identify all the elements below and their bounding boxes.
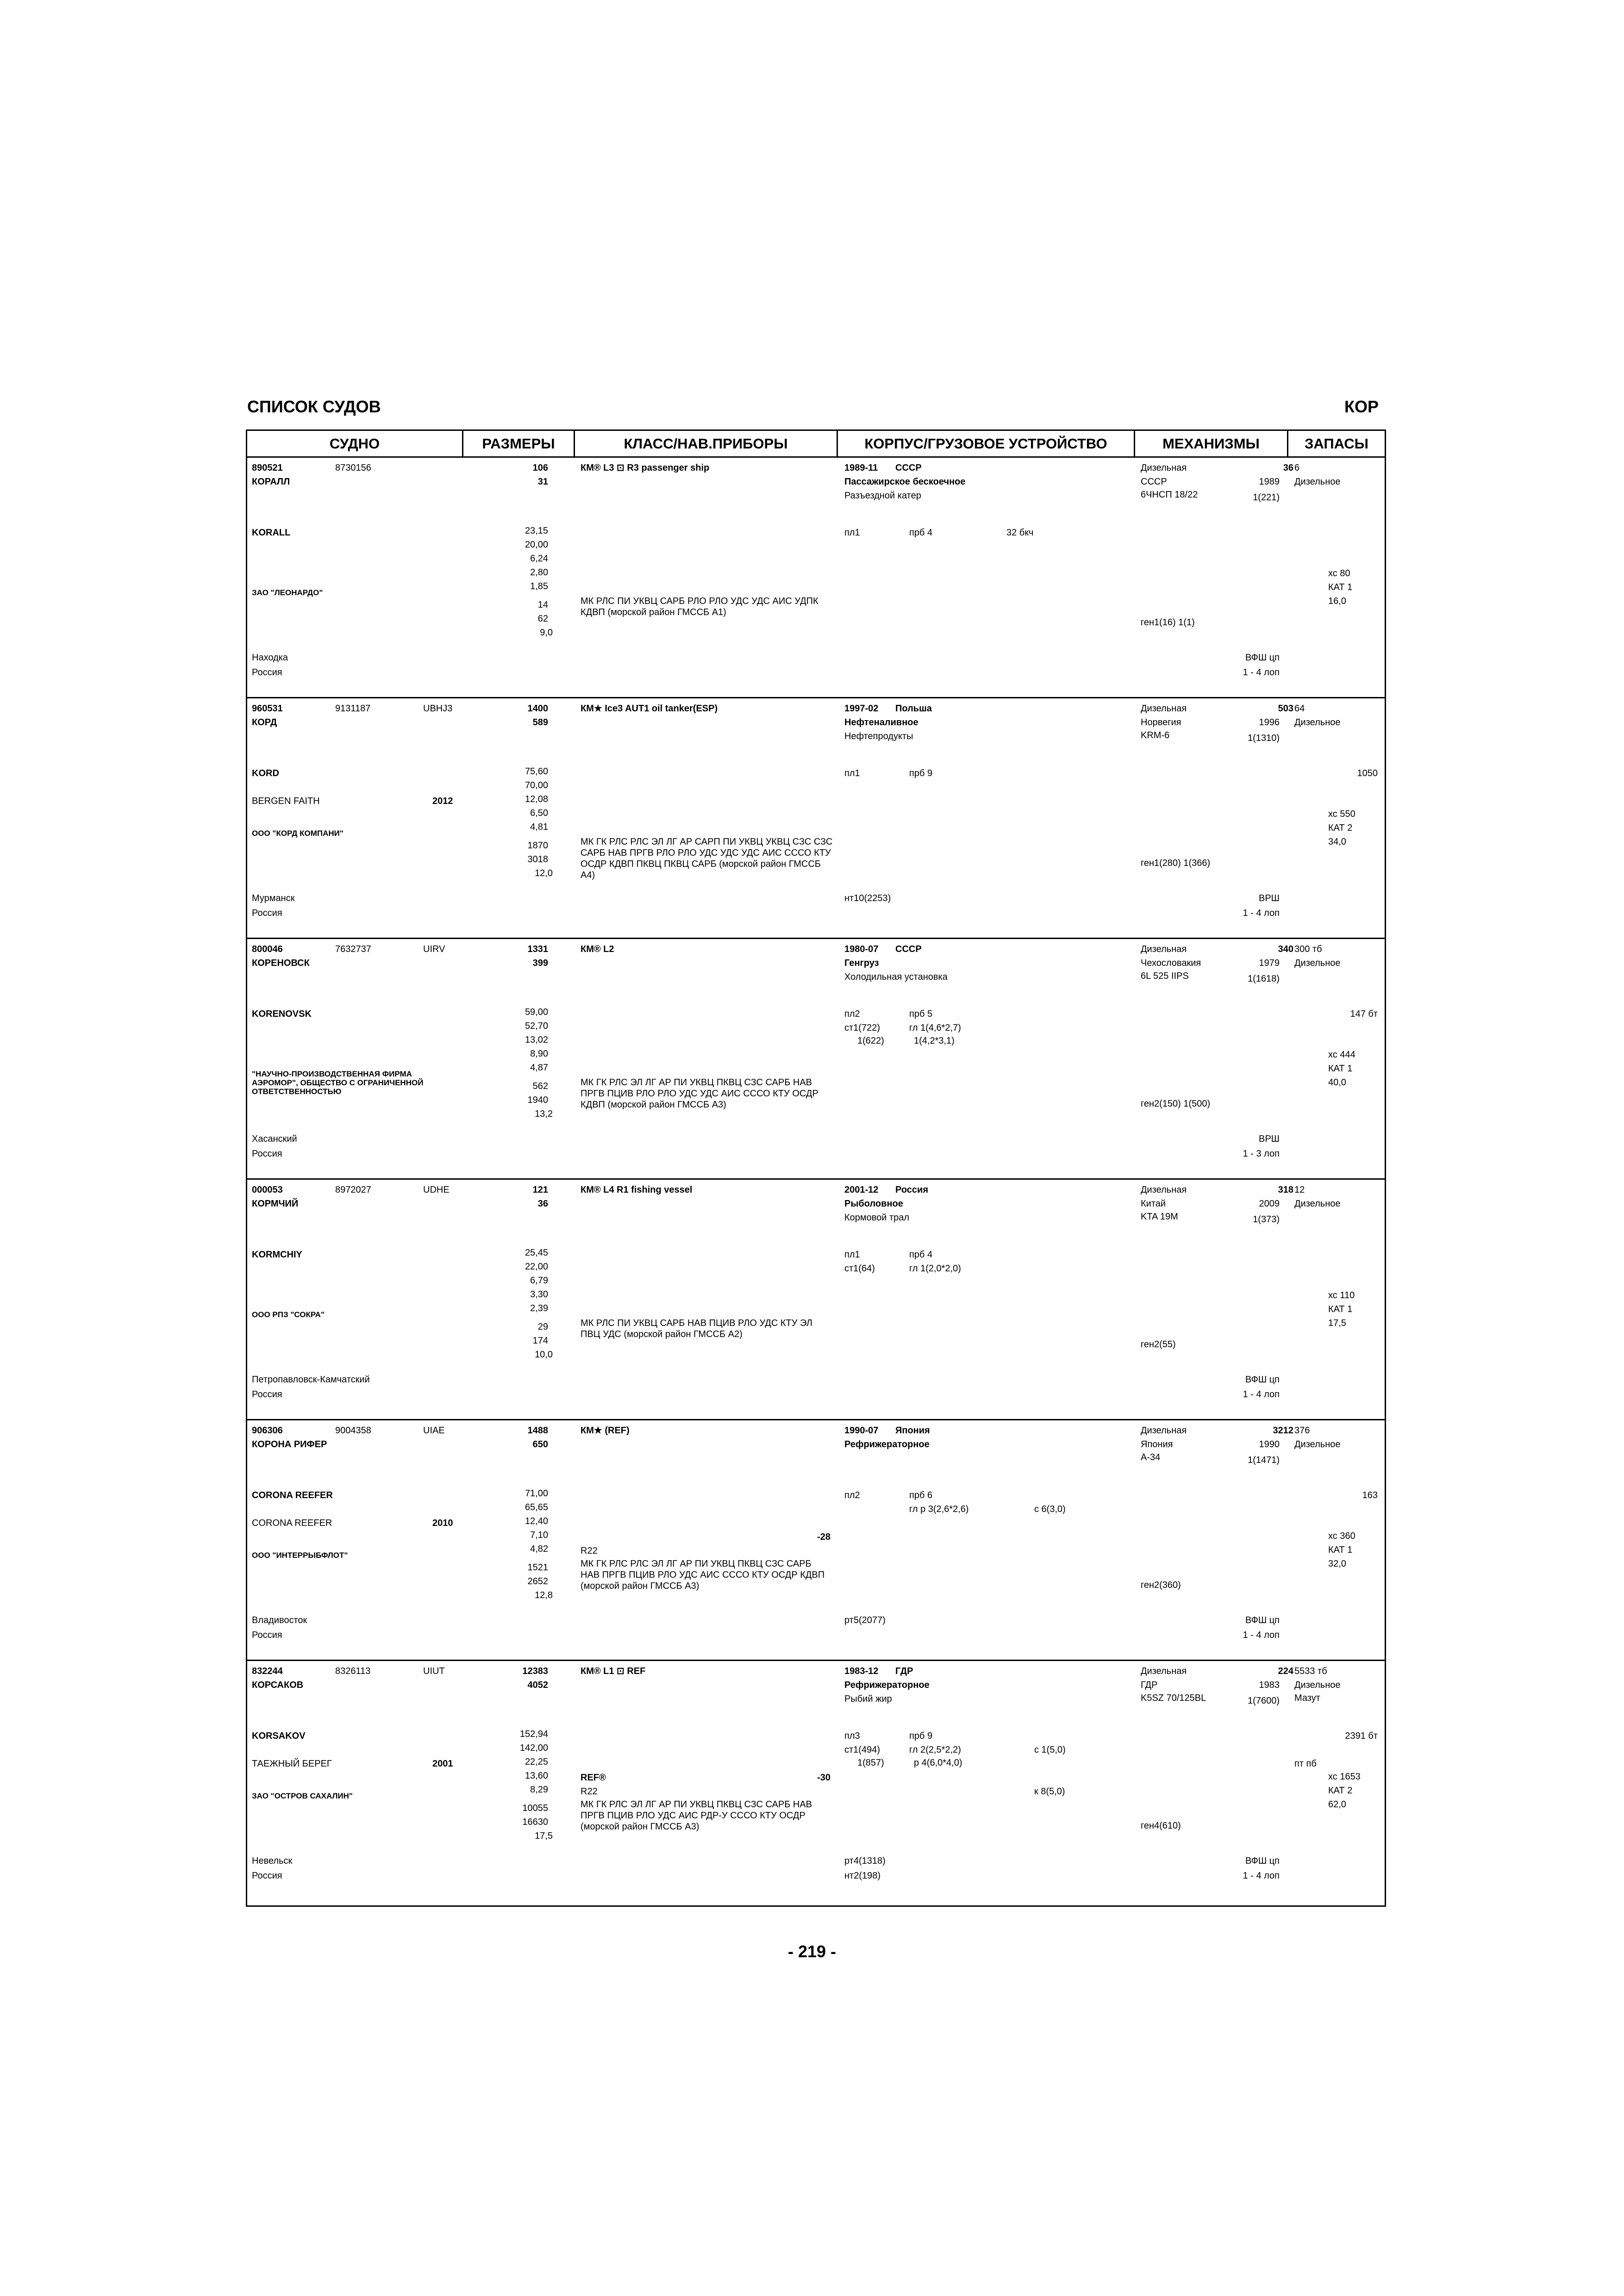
dimension-value: 13,02: [525, 1035, 548, 1045]
ship-country: Россия: [252, 1149, 282, 1159]
class-notation: КМ® L2: [581, 944, 614, 954]
propeller-type: ВФШ цп: [1245, 1615, 1280, 1625]
hull-number: 224: [1278, 1666, 1293, 1676]
class-notation: КМ★ Ice3 AUT1 oil tanker(ESP): [581, 703, 718, 714]
hull-number: 340: [1278, 944, 1293, 954]
dimension-value: 4,87: [530, 1063, 548, 1073]
col-header-vessel: СУДНО: [247, 431, 462, 458]
build-date: 2001-12: [844, 1185, 879, 1195]
refrigerant: R22: [581, 1546, 598, 1556]
ship-type: Генгруз: [844, 958, 879, 968]
speed-value: 13,2: [535, 1109, 553, 1119]
dimension-value: 13,60: [525, 1771, 548, 1781]
ship-former-name-year: 2001: [432, 1759, 453, 1769]
navigation-equipment: МК ГК РЛС РЛС ЭЛ ЛГ АР САРП ПИ УКВЦ УКВЦ СЗС СЗС САРБ НАВ ПРГВ РЛО РЛО УДС УДС УДС АИС СССО КТУ ОСДР КДВП ПКВЦ ПКВЦ САРБ (морской район ГМССБ А4): [581, 837, 833, 880]
category: КАТ 2: [1328, 1786, 1353, 1796]
ship-owner: ООО "КОРД КОМПАНИ": [252, 829, 344, 838]
ship-name: КОРЕНОВСК: [252, 958, 310, 968]
ship-home-port: Находка: [252, 653, 288, 663]
build-date: 1980-07: [844, 944, 879, 954]
ship-reg-number: 832244: [252, 1666, 283, 1676]
net-tonnage: 31: [537, 477, 548, 487]
generators: ген2(360): [1141, 1580, 1181, 1590]
fuel-capacity: 1050: [1357, 768, 1378, 778]
speed: 32,0: [1328, 1559, 1346, 1569]
build-country: Япония: [895, 1425, 930, 1436]
engine-type: Дизельная: [1141, 703, 1187, 714]
ship-reg-number: 800046: [252, 944, 283, 954]
ship-country: Россия: [252, 667, 282, 678]
class-notation: КМ® L1 ⊡ REF: [581, 1666, 646, 1676]
speed-value: 10,0: [535, 1350, 553, 1360]
class-notation: КМ® L4 R1 fishing vessel: [581, 1185, 693, 1195]
ship-former-name: ТАЕЖНЫЙ БЕРЕГ: [252, 1759, 332, 1769]
ship-home-port: Хасанский: [252, 1134, 297, 1144]
dimension-value: 8,29: [530, 1785, 548, 1795]
ships-table: [246, 429, 1386, 1907]
dimension-value: 52,70: [525, 1021, 548, 1031]
cruising-range: хс 80: [1328, 568, 1350, 579]
gross-tonnage: 12383: [522, 1666, 548, 1676]
ship-owner: ООО РПЗ "СОКРА": [252, 1310, 325, 1319]
hull-number: 3212: [1273, 1425, 1293, 1436]
cargo-hatch-size: р 4(6,0*4,0): [914, 1758, 962, 1768]
ship-home-port: Невельск: [252, 1856, 293, 1866]
ship-latin-name: KORMCHIY: [252, 1250, 302, 1260]
ship-record: [247, 458, 1385, 698]
ship-callsign: UBHJ3: [423, 703, 453, 714]
deadweight-value: 62: [537, 614, 548, 624]
cargo-holds: пл1: [844, 768, 860, 778]
class-notation: КМ® L3 ⊡ R3 passenger ship: [581, 463, 710, 473]
refrigeration-temperature: -28: [817, 1532, 831, 1542]
gross-tonnage: 1488: [527, 1425, 548, 1436]
category: КАТ 1: [1328, 1064, 1353, 1074]
fuel-capacity: 5533 тб: [1294, 1666, 1327, 1676]
ship-former-name: BERGEN FAITH: [252, 796, 320, 806]
propeller-type: ВФШ цп: [1245, 1856, 1280, 1866]
engine-power: 1(7600): [1248, 1696, 1280, 1706]
ship-home-port: Мурманск: [252, 893, 295, 903]
ship-latin-name: KORALL: [252, 528, 291, 538]
category: КАТ 1: [1328, 1545, 1353, 1555]
fuel-type: Дизельное: [1294, 1199, 1341, 1209]
ship-country: Россия: [252, 1389, 282, 1400]
engine-country: Норвегия: [1141, 717, 1181, 728]
build-country: СССР: [895, 463, 922, 473]
ship-home-port: Петропавловск-Камчатский: [252, 1375, 370, 1385]
dimension-value: 4,81: [530, 822, 548, 832]
ship-type: Нефтеналивное: [844, 717, 918, 728]
tank-capacity: нт2(198): [844, 1871, 881, 1881]
ship-owner: ЗАО "ЛЕОНАРДО": [252, 588, 323, 597]
cargo-holds: пл1: [844, 528, 860, 538]
ship-former-name-year: 2010: [432, 1518, 453, 1528]
dimension-value: 8,90: [530, 1049, 548, 1059]
fuel-type: Дизельное: [1294, 1439, 1341, 1450]
dimension-value: 2,39: [530, 1303, 548, 1313]
build-country: СССР: [895, 944, 922, 954]
engine-model: KTA 19M: [1141, 1212, 1178, 1222]
cruising-range: хс 110: [1328, 1290, 1355, 1300]
dimension-value: 70,00: [525, 780, 548, 790]
section-code: КОР: [1344, 397, 1379, 416]
ship-record: [247, 1420, 1385, 1661]
cargo-hatch: ст1(722): [844, 1023, 880, 1033]
propeller-type: ВФШ цп: [1245, 653, 1280, 663]
dimension-value: 7,10: [530, 1530, 548, 1540]
engine-model: KRM-6: [1141, 730, 1170, 740]
ship-imo: 8326113: [335, 1666, 371, 1676]
ship-country: Россия: [252, 1871, 282, 1881]
speed-value: 12,0: [535, 868, 553, 878]
ship-imo: 8972027: [335, 1185, 371, 1195]
fuel-capacity: 64: [1294, 703, 1305, 714]
cargo-hatch-size: гл 2(2,5*2,2): [909, 1745, 961, 1755]
ship-subtype: Холодильная установка: [844, 972, 948, 982]
cargo-bulkheads: прб 4: [909, 528, 933, 538]
deadweight-value: 16630: [522, 1817, 548, 1827]
net-tonnage: 4052: [527, 1680, 548, 1690]
col-header-supplies: ЗАПАСЫ: [1288, 431, 1385, 458]
deadweight-value: 562: [532, 1081, 548, 1091]
dimension-value: 71,00: [525, 1488, 548, 1499]
dimension-value: 23,15: [525, 526, 548, 536]
hull-number: 36: [1283, 463, 1293, 473]
deadweight-value: 29: [537, 1322, 548, 1332]
speed-value: 12,8: [535, 1590, 553, 1600]
ship-imo: 9004358: [335, 1425, 371, 1436]
cargo-holds: пл3: [844, 1731, 860, 1741]
dimension-value: 59,00: [525, 1007, 548, 1017]
ship-latin-name: CORONA REEFER: [252, 1490, 333, 1500]
engine-type: Дизельная: [1141, 1185, 1187, 1195]
deadweight-value: 3018: [527, 854, 548, 865]
navigation-equipment: МК ГК РЛС ЭЛ ЛГ АР ПИ УКВЦ ПКВЦ СЗС САРБ НАВ ПРГВ ПЦИВ РЛО УДС АИС РДР-У СССО КТУ ОСДР (морской район ГМССБ А3): [581, 1799, 812, 1832]
class-notation: КМ★ (REF): [581, 1425, 630, 1436]
propeller-blades: 1 - 3 лоп: [1243, 1149, 1280, 1159]
build-country: Польша: [895, 703, 932, 714]
cargo-crane: с 6(3,0): [1034, 1504, 1066, 1514]
cargo-bulkheads: прб 5: [909, 1009, 933, 1019]
ship-callsign: UIAE: [423, 1425, 445, 1436]
engine-power: 1(1471): [1248, 1455, 1280, 1465]
hull-number: 503: [1278, 703, 1293, 714]
cargo-crane: с 1(5,0): [1034, 1745, 1066, 1755]
engine-power: 1(373): [1253, 1214, 1280, 1225]
deadweight-value: 1940: [527, 1095, 548, 1105]
cargo-holds: пл2: [844, 1009, 860, 1019]
ship-subtype: Разъездной катер: [844, 491, 921, 501]
gross-tonnage: 1331: [527, 944, 548, 954]
col-header-machinery: МЕХАНИЗМЫ: [1135, 431, 1287, 458]
generators: ген2(150) 1(500): [1141, 1099, 1211, 1109]
fuel-capacity: 376: [1294, 1425, 1310, 1436]
engine-country: Чехословакия: [1141, 958, 1201, 968]
propeller-blades: 1 - 4 лоп: [1243, 1871, 1280, 1881]
gross-tonnage: 1400: [527, 703, 548, 714]
speed: 34,0: [1328, 837, 1346, 847]
net-tonnage: 399: [532, 958, 548, 968]
engine-power: 1(1310): [1248, 733, 1280, 743]
ship-former-name: CORONA REEFER: [252, 1518, 332, 1528]
navigation-equipment: МК ГК РЛС РЛС ЭЛ ЛГ АР ПИ УКВЦ ПКВЦ СЗС САРБ НАВ ПРГВ ПЦИВ РЛО УДС АИС СССО КТУ ОСДР КДВП (морской район ГМССБ А3): [581, 1559, 825, 1591]
ship-reg-number: 960531: [252, 703, 283, 714]
cargo-hatch-size: гл р 3(2,6*2,6): [909, 1504, 969, 1514]
fuel-type: Дизельное: [1294, 958, 1341, 968]
dimension-value: 1,85: [530, 581, 548, 591]
engine-year: 1979: [1259, 958, 1280, 968]
ship-reg-number: 906306: [252, 1425, 283, 1436]
refrigeration-mark: REF®: [581, 1773, 606, 1783]
cargo-note: 32 бкч: [1006, 528, 1034, 538]
cargo-hatch: ст1(494): [844, 1745, 880, 1755]
net-tonnage: 36: [537, 1199, 548, 1209]
fuel-capacity: 163: [1362, 1490, 1378, 1500]
dimension-value: 20,00: [525, 540, 548, 550]
dimension-value: 142,00: [519, 1743, 548, 1753]
dimension-value: 4,82: [530, 1544, 548, 1554]
dimension-value: 6,79: [530, 1276, 548, 1286]
ship-record: [247, 1661, 1385, 1905]
ship-type: Рефрижераторное: [844, 1680, 930, 1690]
ship-imo: 9131187: [335, 703, 371, 714]
cruising-range: хс 1653: [1328, 1772, 1361, 1782]
cargo-hatch: ст1(64): [844, 1263, 875, 1274]
engine-year: 2009: [1259, 1199, 1280, 1209]
dimension-value: 12,08: [525, 794, 548, 804]
propeller-blades: 1 - 4 лоп: [1243, 1630, 1280, 1640]
fuel-capacity: 300 тб: [1294, 944, 1322, 954]
cargo-hatch-size: 1(4,2*3,1): [914, 1036, 955, 1046]
ship-type: Рефрижераторное: [844, 1439, 930, 1450]
ship-callsign: UIUT: [423, 1666, 445, 1676]
ship-owner: "НАУЧНО-ПРОИЗВОДСТВЕННАЯ ФИРМА АЭРОМОР", ОБЩЕСТВО С ОГРАНИЧЕННОЙ ОТВЕТСТВЕННОСТЬЮ: [252, 1070, 424, 1096]
category: КАТ 1: [1328, 1304, 1353, 1314]
supplies-note: пт пб: [1294, 1759, 1317, 1769]
ship-record: [247, 1180, 1385, 1420]
ship-country: Россия: [252, 908, 282, 918]
ship-owner: ЗАО "ОСТРОВ САХАЛИН": [252, 1792, 353, 1800]
cruising-range: хс 360: [1328, 1531, 1355, 1541]
gross-tonnage: 121: [532, 1185, 548, 1195]
dimension-value: 3,30: [530, 1289, 548, 1300]
propeller-blades: 1 - 4 лоп: [1243, 1389, 1280, 1400]
col-header-hull: КОРПУС/ГРУЗОВОЕ УСТРОЙСТВО: [838, 431, 1134, 458]
page-title: СПИСОК СУДОВ: [247, 397, 381, 416]
engine-year: 1996: [1259, 717, 1280, 728]
ship-callsign: UIRV: [423, 944, 445, 954]
cargo-crane: к 8(5,0): [1034, 1786, 1065, 1797]
refrigerant: R22: [581, 1786, 598, 1797]
refrigeration-temperature: -30: [817, 1773, 831, 1783]
ship-record: [247, 939, 1385, 1180]
fuel-type: Дизельное: [1294, 1680, 1341, 1690]
navigation-equipment: МК РЛС ПИ УКВЦ САРБ РЛО РЛО УДС УДС АИС УДПК КДВП (морской район ГМССБ А1): [581, 596, 818, 617]
category: КАТ 2: [1328, 823, 1353, 833]
ship-name: КОРМЧИЙ: [252, 1199, 299, 1209]
cargo-bulkheads: прб 6: [909, 1490, 933, 1500]
cargo-hatch-size: гл 1(4,6*2,7): [909, 1023, 961, 1033]
ship-home-port: Владивосток: [252, 1615, 307, 1625]
cargo-hatch-size: гл 1(2,0*2,0): [909, 1263, 961, 1274]
cargo-bulkheads: прб 9: [909, 1731, 933, 1741]
tank-capacity: рт4(1318): [844, 1856, 886, 1866]
propeller-type: ВФШ цп: [1245, 1375, 1280, 1385]
engine-power: 1(221): [1253, 492, 1280, 503]
tank-capacity: рт5(2077): [844, 1615, 886, 1625]
navigation-equipment: МК ГК РЛС ЭЛ ЛГ АР ПИ УКВЦ ПКВЦ СЗС САРБ НАВ ПРГВ ПЦИВ РЛО РЛО УДС УДС АИС СССО КТУ ОСДР КДВП (морской район ГМССБ А3): [581, 1077, 818, 1110]
fuel-type: Мазут: [1294, 1693, 1320, 1703]
engine-model: A-34: [1141, 1452, 1161, 1462]
ship-owner: ООО "ИНТЕРРЫБФЛОТ": [252, 1551, 348, 1560]
generators: ген1(16) 1(1): [1141, 617, 1195, 628]
ship-type: Пассажирское бескоечное: [844, 477, 966, 487]
fuel-capacity: 12: [1294, 1185, 1305, 1195]
deadweight-value: 10055: [522, 1803, 548, 1813]
dimension-value: 75,60: [525, 766, 548, 777]
build-country: ГДР: [895, 1666, 913, 1676]
dimension-value: 2,80: [530, 567, 548, 578]
generators: ген1(280) 1(366): [1141, 858, 1211, 868]
propeller-blades: 1 - 4 лоп: [1243, 667, 1280, 678]
fuel-type: Дизельное: [1294, 717, 1341, 728]
propeller-type: ВРШ: [1258, 1134, 1280, 1144]
tank-capacity: нт10(2253): [844, 893, 891, 903]
gross-tonnage: 106: [532, 463, 548, 473]
ship-reg-number: 000053: [252, 1185, 283, 1195]
dimension-value: 6,24: [530, 554, 548, 564]
cargo-holds: пл2: [844, 1490, 860, 1500]
deadweight-value: 14: [537, 600, 548, 610]
cargo-holds: пл1: [844, 1250, 860, 1260]
engine-country: СССР: [1141, 477, 1167, 487]
dimension-value: 152,94: [519, 1729, 548, 1739]
net-tonnage: 589: [532, 717, 548, 728]
ship-name: КОРАЛЛ: [252, 477, 290, 487]
cargo-bulkheads: прб 9: [909, 768, 933, 778]
ship-latin-name: KORD: [252, 768, 279, 778]
ship-name: КОРСАКОВ: [252, 1680, 304, 1690]
ship-type: Рыболовное: [844, 1199, 903, 1209]
fuel-capacity: 6: [1294, 463, 1300, 473]
speed-value: 17,5: [535, 1831, 553, 1841]
navigation-equipment: МК РЛС ПИ УКВЦ САРБ НАВ ПЦИВ РЛО УДС КТУ ЭЛ ПВЦ УДС (морской район ГМССБ А2): [581, 1318, 812, 1339]
propeller-blades: 1 - 4 лоп: [1243, 908, 1280, 918]
fuel-type: Дизельное: [1294, 477, 1341, 487]
engine-type: Дизельная: [1141, 1425, 1187, 1436]
category: КАТ 1: [1328, 582, 1353, 592]
col-header-dimensions: РАЗМЕРЫ: [463, 431, 574, 458]
cargo-hatch: 1(857): [857, 1758, 884, 1768]
ship-name: КОРД: [252, 717, 277, 728]
ship-former-name-year: 2012: [432, 796, 453, 806]
ship-subtype: Рыбий жир: [844, 1694, 892, 1704]
hull-number: 318: [1278, 1185, 1293, 1195]
engine-model: K5SZ 70/125BL: [1141, 1693, 1206, 1703]
ship-reg-number: 890521: [252, 463, 283, 473]
build-country: Россия: [895, 1185, 929, 1195]
build-date: 1983-12: [844, 1666, 879, 1676]
fuel-capacity: 147 бт: [1350, 1009, 1378, 1019]
cruising-range: хс 550: [1328, 809, 1355, 819]
generators: ген2(55): [1141, 1339, 1176, 1350]
ship-imo: 8730156: [335, 463, 371, 473]
col-header-class: КЛАСС/НАВ.ПРИБОРЫ: [575, 431, 837, 458]
engine-country: ГДР: [1141, 1680, 1158, 1690]
engine-type: Дизельная: [1141, 463, 1187, 473]
cargo-bulkheads: прб 4: [909, 1250, 933, 1260]
deadweight-value: 2652: [527, 1576, 548, 1587]
page-number: - 219 -: [787, 1942, 837, 1961]
ship-callsign: UDHE: [423, 1185, 450, 1195]
cruising-range: хс 444: [1328, 1050, 1355, 1060]
cargo-hatch: 1(622): [857, 1036, 884, 1046]
engine-country: Япония: [1141, 1439, 1173, 1450]
ship-record: [247, 698, 1385, 939]
ship-subtype: Нефтепродукты: [844, 731, 913, 741]
dimension-value: 22,25: [525, 1757, 548, 1767]
deadweight-value: 174: [532, 1336, 548, 1346]
engine-year: 1989: [1259, 477, 1280, 487]
ship-subtype: Кормовой трал: [844, 1213, 910, 1223]
propeller-type: ВРШ: [1258, 893, 1280, 903]
engine-power: 1(1618): [1248, 974, 1280, 984]
generators: ген4(610): [1141, 1821, 1181, 1831]
ship-latin-name: KORENOVSK: [252, 1009, 312, 1019]
engine-model: 6L 525 IIPS: [1141, 971, 1189, 981]
ship-country: Россия: [252, 1630, 282, 1640]
speed: 16,0: [1328, 596, 1346, 606]
dimension-value: 65,65: [525, 1502, 548, 1512]
build-date: 1989-11: [844, 463, 878, 473]
speed: 17,5: [1328, 1318, 1346, 1328]
build-date: 1997-02: [844, 703, 879, 714]
speed: 62,0: [1328, 1799, 1346, 1810]
ship-latin-name: KORSAKOV: [252, 1731, 306, 1741]
engine-year: 1983: [1259, 1680, 1280, 1690]
dimension-value: 6,50: [530, 808, 548, 818]
speed: 40,0: [1328, 1077, 1346, 1088]
engine-country: Китай: [1141, 1199, 1166, 1209]
net-tonnage: 650: [532, 1439, 548, 1450]
dimension-value: 25,45: [525, 1248, 548, 1258]
engine-year: 1990: [1259, 1439, 1280, 1450]
engine-model: 6ЧНСП 18/22: [1141, 490, 1198, 500]
dimension-value: 22,00: [525, 1262, 548, 1272]
engine-type: Дизельная: [1141, 944, 1187, 954]
build-date: 1990-07: [844, 1425, 879, 1436]
dimension-value: 12,40: [525, 1516, 548, 1526]
speed-value: 9,0: [540, 628, 553, 638]
ship-name: КОРОНА РИФЕР: [252, 1439, 327, 1450]
fuel-capacity: 2391 бт: [1345, 1731, 1378, 1741]
ship-imo: 7632737: [335, 944, 371, 954]
deadweight-value: 1521: [527, 1562, 548, 1573]
deadweight-value: 1870: [527, 840, 548, 851]
engine-type: Дизельная: [1141, 1666, 1187, 1676]
